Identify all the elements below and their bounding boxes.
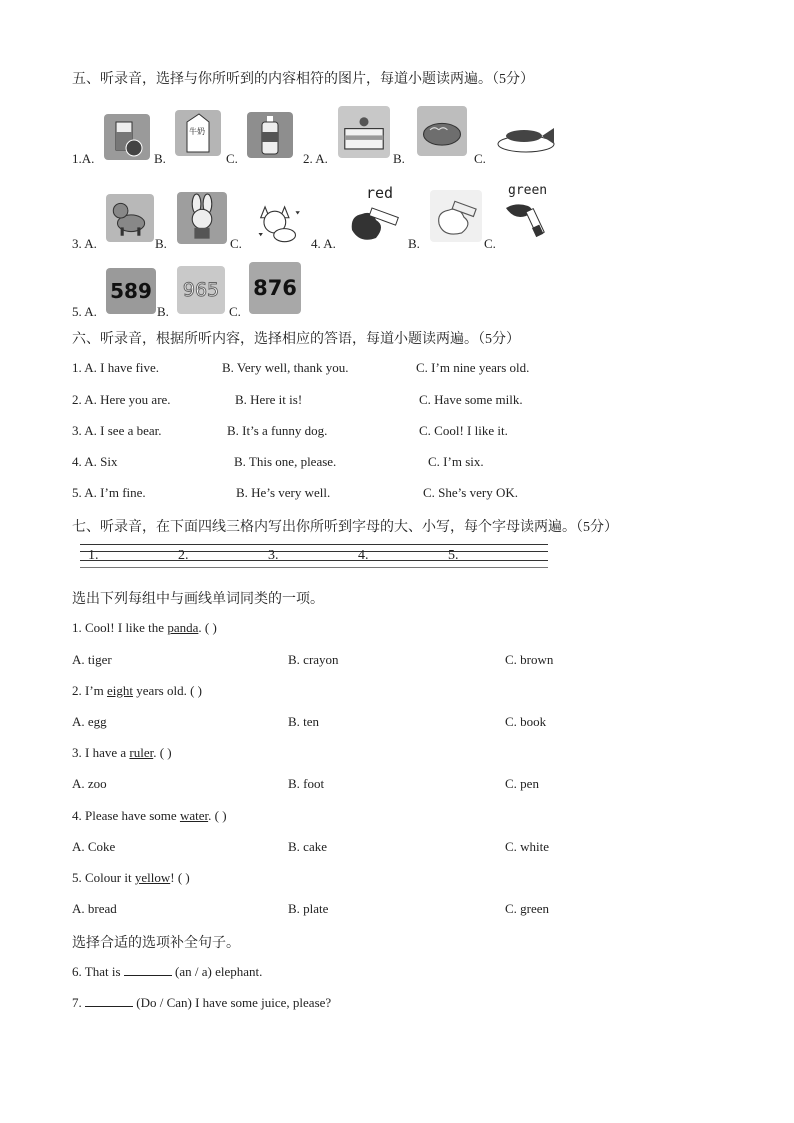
s8-q2-a: A. egg — [72, 714, 107, 729]
grid-number-1: 1. — [88, 548, 99, 563]
number-a-text: 589 — [110, 279, 152, 303]
section-6-heading: 六、听录音，根据所听内容，选择相应的答语，每道小题读两遍。（5分） — [72, 332, 520, 347]
s8-q3-a: A. zoo — [72, 776, 107, 791]
red-paint-icon — [346, 200, 404, 246]
green-paint-icon — [502, 198, 552, 244]
q2-c-label: C. — [474, 151, 486, 166]
s8-q1 — [72, 620, 217, 636]
s8-q2 — [72, 683, 202, 699]
number-card-a — [106, 268, 156, 314]
s6-q4-a: 4. A. Six — [72, 454, 118, 469]
milk-carton-text: 牛奶 — [189, 127, 205, 136]
s9-q7-pre: 7. — [72, 995, 85, 1010]
grid-number-5: 5. — [448, 548, 459, 563]
grid-number-2: 2. — [178, 548, 189, 563]
s9-q7-blank[interactable] — [85, 996, 133, 1007]
fish-plate-icon — [494, 122, 558, 154]
s6-q4-c: C. I’m six. — [428, 454, 484, 469]
number-card-b — [177, 266, 225, 314]
s8-q5 — [72, 870, 190, 886]
s6-q1-a: 1. A. I have five. — [72, 360, 160, 375]
s8-q1-word: panda — [167, 620, 199, 635]
s9-q6-blank[interactable] — [124, 965, 172, 976]
q2-label: 2. A. — [303, 151, 328, 166]
grid-number-4: 4. — [358, 548, 369, 563]
s6-q3-c: C. Cool! I like it. — [419, 423, 508, 438]
s6-q1-c: C. I’m nine years old. — [416, 360, 530, 375]
s6-q3-b: B. It’s a funny dog. — [227, 423, 328, 438]
s8-q5-a: A. bread — [72, 901, 117, 916]
q5-label: 5. A. — [72, 304, 97, 319]
cake-icon — [338, 106, 390, 158]
q3-label: 3. A. — [72, 236, 97, 251]
section-9-heading: 选择合适的选项补全句子。 — [72, 936, 240, 951]
s8-q3-word: ruler — [129, 745, 154, 760]
white-paint-icon — [430, 190, 482, 242]
s8-q1-c: C. brown — [505, 652, 554, 667]
s6-q5-c: C. She’s very OK. — [423, 485, 518, 500]
s6-q2-c: C. Have some milk. — [419, 392, 523, 407]
rabbit-icon — [177, 192, 227, 244]
s8-q1-pre: 1. Cool! I like the — [72, 620, 168, 635]
s6-q1-b: B. Very well, thank you. — [222, 360, 349, 375]
s8-q5-b: B. plate — [288, 901, 329, 916]
s6-q2-b: B. Here it is! — [235, 392, 303, 407]
s8-q5-pre: 5. Colour it — [72, 870, 135, 885]
s8-q3-pre: 3. I have a — [72, 745, 130, 760]
s8-q1-b: B. crayon — [288, 652, 339, 667]
bread-icon — [417, 106, 467, 156]
s8-q5-post: ! ( ) — [170, 870, 190, 885]
q5-b-label: B. — [157, 304, 169, 319]
dog-icon — [106, 194, 154, 242]
s6-q4-b: B. This one, please. — [234, 454, 337, 469]
s6-q5-a: 5. A. I’m fine. — [72, 485, 146, 500]
s9-q7-post: (Do / Can) I have some juice, please? — [133, 995, 332, 1010]
water-bottle-icon — [247, 112, 293, 158]
section-8-heading: 选出下列每组中与画线单词同类的一项。 — [72, 592, 324, 607]
s6-q5-b: B. He’s very well. — [236, 485, 331, 500]
s8-q4-word: water — [179, 808, 209, 823]
number-card-c — [249, 262, 301, 314]
s8-q4-c: C. white — [505, 839, 550, 854]
juice-glass-icon — [104, 114, 150, 160]
s8-q4-post: . ( ) — [208, 808, 227, 823]
section-5-heading: 五、听录音，选择与你所听到的内容相符的图片，每道小题读两遍。（5分） — [72, 72, 534, 87]
s8-q4-a: A. Coke — [72, 839, 116, 854]
s9-q6 — [72, 964, 262, 980]
s8-q3-post: . ( ) — [153, 745, 172, 760]
s8-q4-pre: 4. Please have some — [72, 808, 180, 823]
red-word-label: red — [366, 184, 394, 202]
s8-q4-b: B. cake — [288, 839, 327, 854]
s9-q6-pre: 6. That is — [72, 964, 124, 979]
s9-q7 — [72, 995, 331, 1011]
s8-q2-word: eight — [107, 683, 134, 698]
s8-q3 — [72, 745, 172, 761]
s8-q2-b: B. ten — [288, 714, 320, 729]
s8-q3-c: C. pen — [505, 776, 539, 791]
s8-q1-post: . ( ) — [198, 620, 217, 635]
s6-q2-a: 2. A. Here you are. — [72, 392, 171, 407]
s8-q3-b: B. foot — [288, 776, 325, 791]
q1-c-label: C. — [226, 151, 238, 166]
q4-label: 4. A. — [311, 236, 336, 251]
grid-number-3: 3. — [268, 548, 279, 563]
s8-q5-c: C. green — [505, 901, 550, 916]
milk-carton-icon — [175, 110, 221, 156]
s8-q5-word: yellow — [134, 870, 171, 885]
number-c-text: 876 — [253, 276, 297, 300]
q1-b-label: B. — [154, 151, 166, 166]
q3-b-label: B. — [155, 236, 167, 251]
q1-label: 1.A. — [72, 151, 95, 166]
q2-b-label: B. — [393, 151, 405, 166]
s8-q1-a: A. tiger — [72, 652, 112, 667]
section-7-heading: 七、听录音，在下面四线三格内写出你所听到字母的大、小写，每个字母读两遍。（5分） — [72, 520, 618, 535]
s8-q2-pre: 2. I’m — [72, 683, 108, 698]
s8-q2-post: years old. ( ) — [133, 683, 202, 698]
s9-q6-post: (an / a) elephant. — [171, 964, 263, 979]
q4-c-label: C. — [484, 236, 496, 251]
cat-icon — [252, 196, 302, 246]
q4-b-label: B. — [408, 236, 420, 251]
green-word-label: green — [508, 183, 548, 198]
s8-q2-c: C. book — [505, 714, 547, 729]
s8-q4 — [72, 808, 227, 824]
q3-c-label: C. — [230, 236, 242, 251]
s6-q3-a: 3. A. I see a bear. — [72, 423, 162, 438]
q5-c-label: C. — [229, 304, 241, 319]
number-b-text: 965 — [182, 279, 220, 301]
